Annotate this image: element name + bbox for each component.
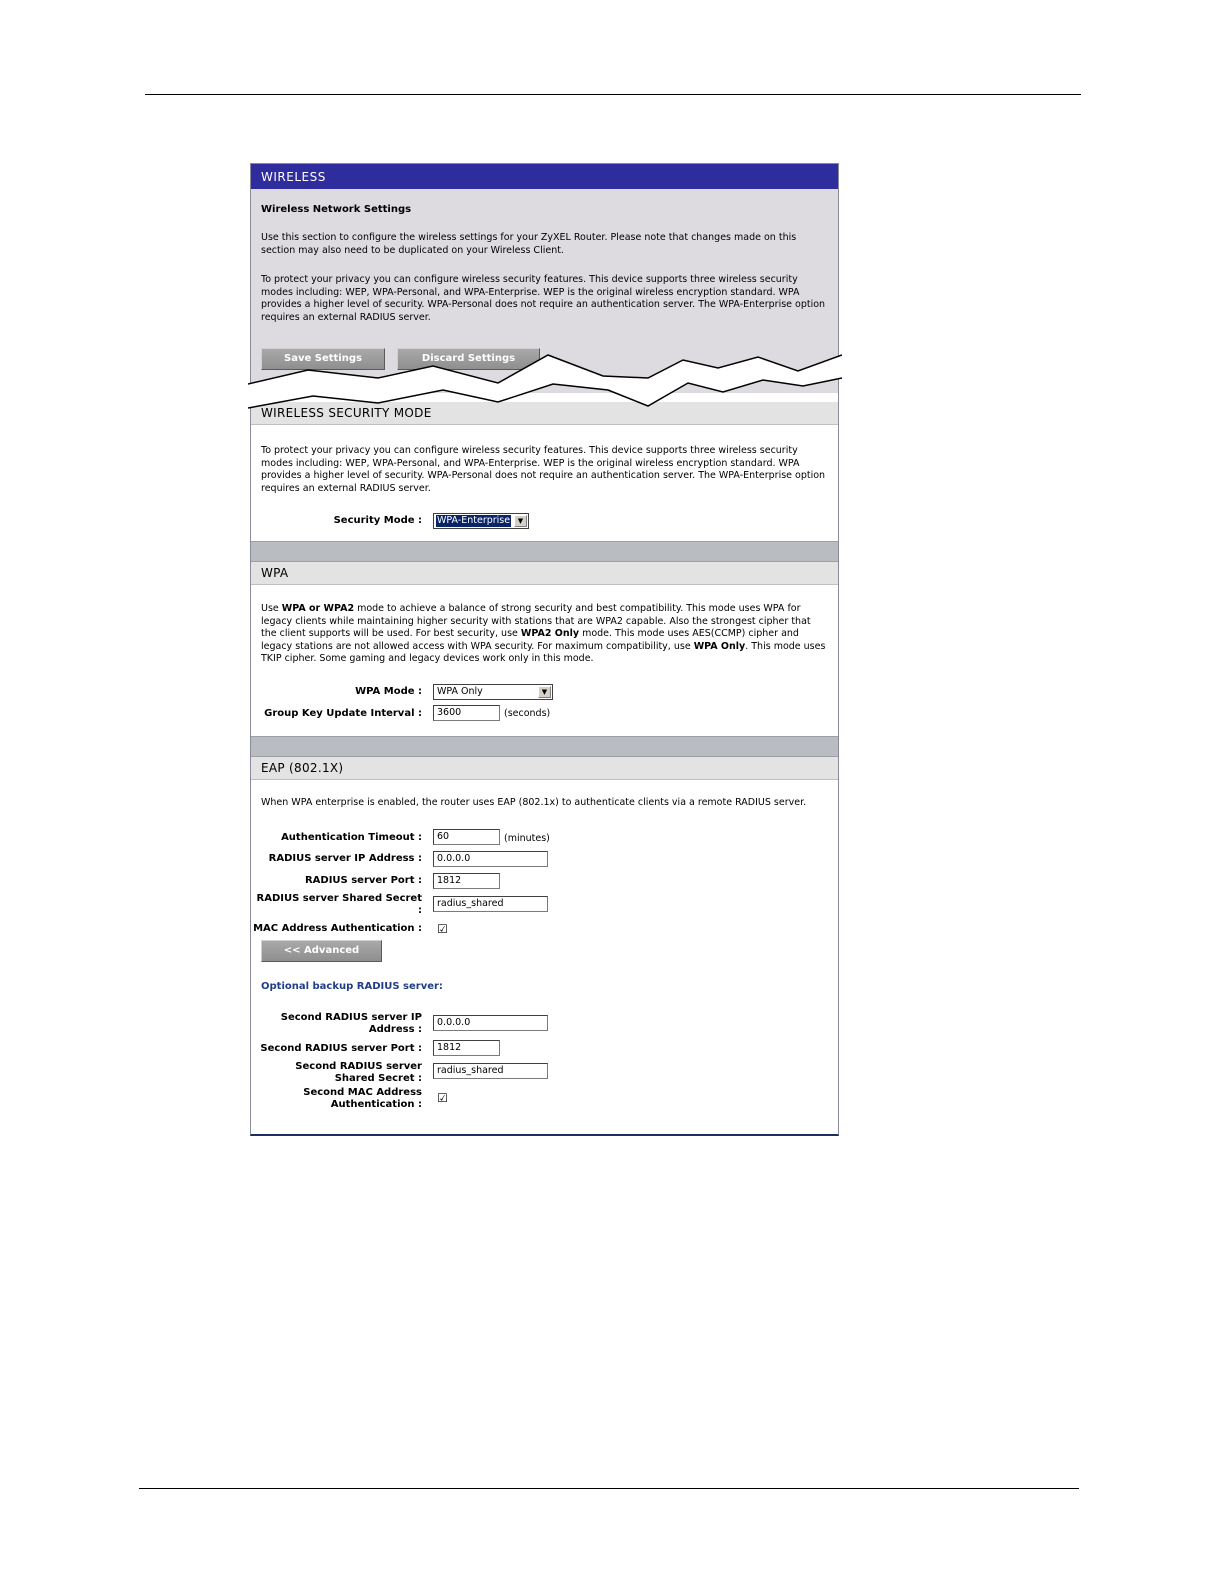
wpa-text-part: mode. This mode uses AES(CCMP) cipher and legacy stations are not allowed access with WPA security. For maximum compatibility, use xyxy=(261,628,799,652)
wpa-mode-value: WPA Only xyxy=(437,686,483,697)
wireless-subtitle: Wireless Network Settings xyxy=(261,204,412,215)
second-radius-secret-label: Second RADIUS server Shared Secret : xyxy=(295,1061,422,1084)
wpa-text-part: . This mode uses TKIP cipher. Some gaming and legacy devices work only in this mode. xyxy=(261,640,826,664)
wpa-text-part: mode to achieve a balance of strong security and best compatibility. This mode uses WPA for legacy clients while maintaining higher security with stations that are WPA2 capable. Also the strongest cipher that the client supports will be used. For best security, use xyxy=(261,603,811,639)
settings-panel xyxy=(250,393,839,1136)
wpa-mode-label: WPA Mode : xyxy=(355,686,422,697)
second-mac-auth-checkbox[interactable] xyxy=(437,1093,448,1104)
security-mode-label: Security Mode : xyxy=(333,515,422,526)
second-radius-ip-label: Second RADIUS server IP Address : xyxy=(280,1012,422,1035)
section-separator xyxy=(251,541,838,562)
wpa-text-bold: WPA2 Only xyxy=(520,628,580,639)
radius-port-label: RADIUS server Port : xyxy=(304,875,422,886)
wireless-privacy-text: To protect your privacy you can configure wireless security features. This device supports three wireless security modes including: WEP, WPA-Personal, and WPA-Enterprise. WEP is the original wireless encryption standard. WPA provides a higher level of security. WPA-Personal does not require an authentication server. The WPA-Enterprise option requires an external RADIUS server. xyxy=(261,274,826,323)
security-mode-title: WIRELESS SECURITY MODE xyxy=(251,402,838,425)
eap-title: EAP (802.1X) xyxy=(251,757,838,780)
second-radius-port-input[interactable]: 1812 xyxy=(433,1040,500,1056)
radius-ip-input[interactable]: 0.0.0.0 xyxy=(433,851,548,867)
wireless-title: WIRELESS xyxy=(251,164,838,189)
check-mark-icon: ☑ xyxy=(437,1091,448,1105)
security-mode-value: WPA-Enterprise xyxy=(437,515,511,526)
second-radius-port-label: Second RADIUS server Port : xyxy=(260,1043,422,1054)
second-radius-ip-input[interactable]: 0.0.0.0 xyxy=(433,1015,548,1031)
auth-timeout-label: Authentication Timeout : xyxy=(281,832,422,843)
mac-auth-checkbox[interactable] xyxy=(437,924,448,935)
radius-ip-label: RADIUS server IP Address : xyxy=(268,853,422,864)
auth-timeout-input[interactable]: 60 xyxy=(433,829,500,845)
eap-text: When WPA enterprise is enabled, the router uses EAP (802.1x) to authenticate clients via a remote RADIUS server. xyxy=(261,797,807,808)
check-mark-icon: ☑ xyxy=(437,922,448,936)
wpa-mode-select[interactable] xyxy=(433,684,553,700)
radius-port-input[interactable]: 1812 xyxy=(433,873,500,889)
second-mac-auth-label: Second MAC Address Authentication : xyxy=(303,1087,422,1110)
wpa-text-part: Use xyxy=(261,603,282,614)
page-bottom-rule xyxy=(139,1488,1079,1489)
mac-auth-label: MAC Address Authentication : xyxy=(253,923,422,934)
wpa-title: WPA xyxy=(251,562,838,585)
backup-radius-heading: Optional backup RADIUS server: xyxy=(261,981,443,992)
security-mode-select[interactable] xyxy=(433,513,529,529)
wpa-text xyxy=(261,603,826,666)
group-key-interval-label: Group Key Update Interval : xyxy=(264,708,422,719)
save-settings-button[interactable]: Save Settings xyxy=(261,348,385,370)
second-radius-secret-input[interactable]: radius_shared xyxy=(433,1063,548,1079)
security-mode-text: To protect your privacy you can configure wireless security features. This device supports three wireless security modes including: WEP, WPA-Personal, and WPA-Enterprise. WEP is the original wireless encryption standard. WPA provides a higher level of security. WPA-Personal does not require an authentication server. The WPA-Enterprise option requires an external RADIUS server. xyxy=(261,445,826,494)
radius-secret-label: RADIUS server Shared Secret : xyxy=(256,893,422,916)
discard-settings-button[interactable]: Discard Settings xyxy=(397,348,540,370)
wireless-intro-text: Use this section to configure the wireless settings for your ZyXEL Router. Please note that changes made on this section may also need to be duplicated on your Wireless Client. xyxy=(261,232,797,256)
group-key-interval-input[interactable]: 3600 xyxy=(433,705,500,721)
chevron-down-icon[interactable]: ▼ xyxy=(538,686,551,698)
section-separator xyxy=(251,736,838,757)
auth-timeout-unit: (minutes) xyxy=(504,833,550,844)
wpa-text-bold: WPA Only xyxy=(693,640,746,652)
group-key-interval-unit: (seconds) xyxy=(504,708,551,719)
page-top-rule xyxy=(145,94,1081,95)
radius-secret-input[interactable]: radius_shared xyxy=(433,896,548,912)
wpa-text-bold: WPA or WPA2 xyxy=(281,603,355,614)
advanced-button[interactable]: << Advanced xyxy=(261,940,382,962)
chevron-down-icon[interactable]: ▼ xyxy=(514,515,527,527)
page-break-zigzag xyxy=(248,350,842,414)
